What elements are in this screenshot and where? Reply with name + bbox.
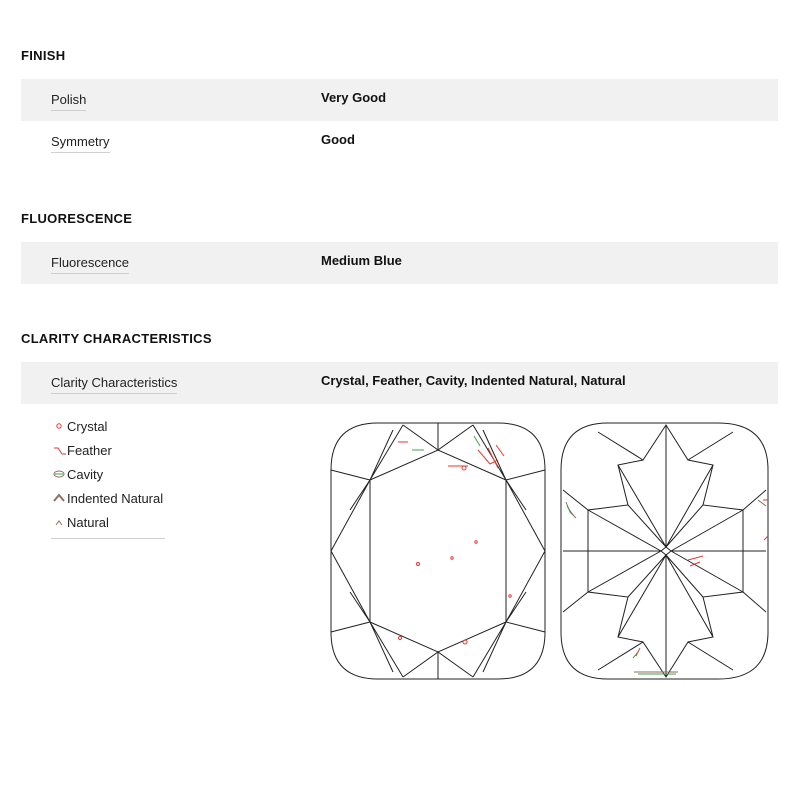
feather-icon (51, 443, 67, 457)
cavity-icon (51, 467, 67, 481)
natural-icon (51, 515, 67, 529)
crown-table (370, 450, 506, 652)
legend-label-crystal: Crystal (67, 418, 108, 434)
indented-natural-icon (51, 491, 67, 505)
symmetry-row (21, 121, 778, 163)
legend-item-crystal (51, 414, 165, 438)
pavilion-indented (567, 506, 676, 674)
pavilion-plot-diagram (558, 420, 778, 682)
legend-label-indented-natural: Indented Natural (67, 490, 164, 506)
legend-item-feather (51, 438, 165, 462)
crystal-icon (51, 419, 67, 433)
legend-item-indented-natural (51, 486, 165, 510)
clarity-row (21, 362, 778, 404)
fluorescence-section-title: FLUORESCENCE (21, 211, 133, 226)
fluorescence-value: Medium Blue (321, 253, 402, 268)
crown-inclusions (398, 442, 511, 644)
clarity-label: Clarity Characteristics (51, 375, 177, 394)
crown-outline (331, 423, 545, 679)
polish-value: Very Good (321, 90, 387, 105)
crown-plot-diagram (328, 420, 548, 682)
clarity-value: Crystal, Feather, Cavity, Indented Natural, Natural (321, 373, 626, 388)
pavilion-inclusions (636, 500, 768, 656)
legend-item-cavity (51, 462, 165, 486)
fluorescence-label: Fluorescence (51, 255, 129, 274)
clarity-section-title: CLARITY CHARACTERISTICS (21, 331, 212, 346)
polish-label: Polish (51, 92, 86, 111)
finish-section-title: FINISH (21, 48, 66, 63)
polish-row (21, 79, 778, 121)
legend-item-natural (51, 510, 165, 534)
legend-label-feather: Feather (67, 442, 112, 458)
symmetry-value: Good (321, 132, 355, 147)
pavilion-facets (563, 425, 766, 677)
fluorescence-row (21, 242, 778, 284)
pavilion-culet (661, 547, 671, 555)
legend-label-cavity: Cavity (67, 466, 104, 482)
crown-facets (331, 423, 545, 679)
clarity-legend (51, 414, 165, 539)
symmetry-label: Symmetry (51, 134, 110, 153)
legend-label-natural: Natural (67, 514, 109, 530)
